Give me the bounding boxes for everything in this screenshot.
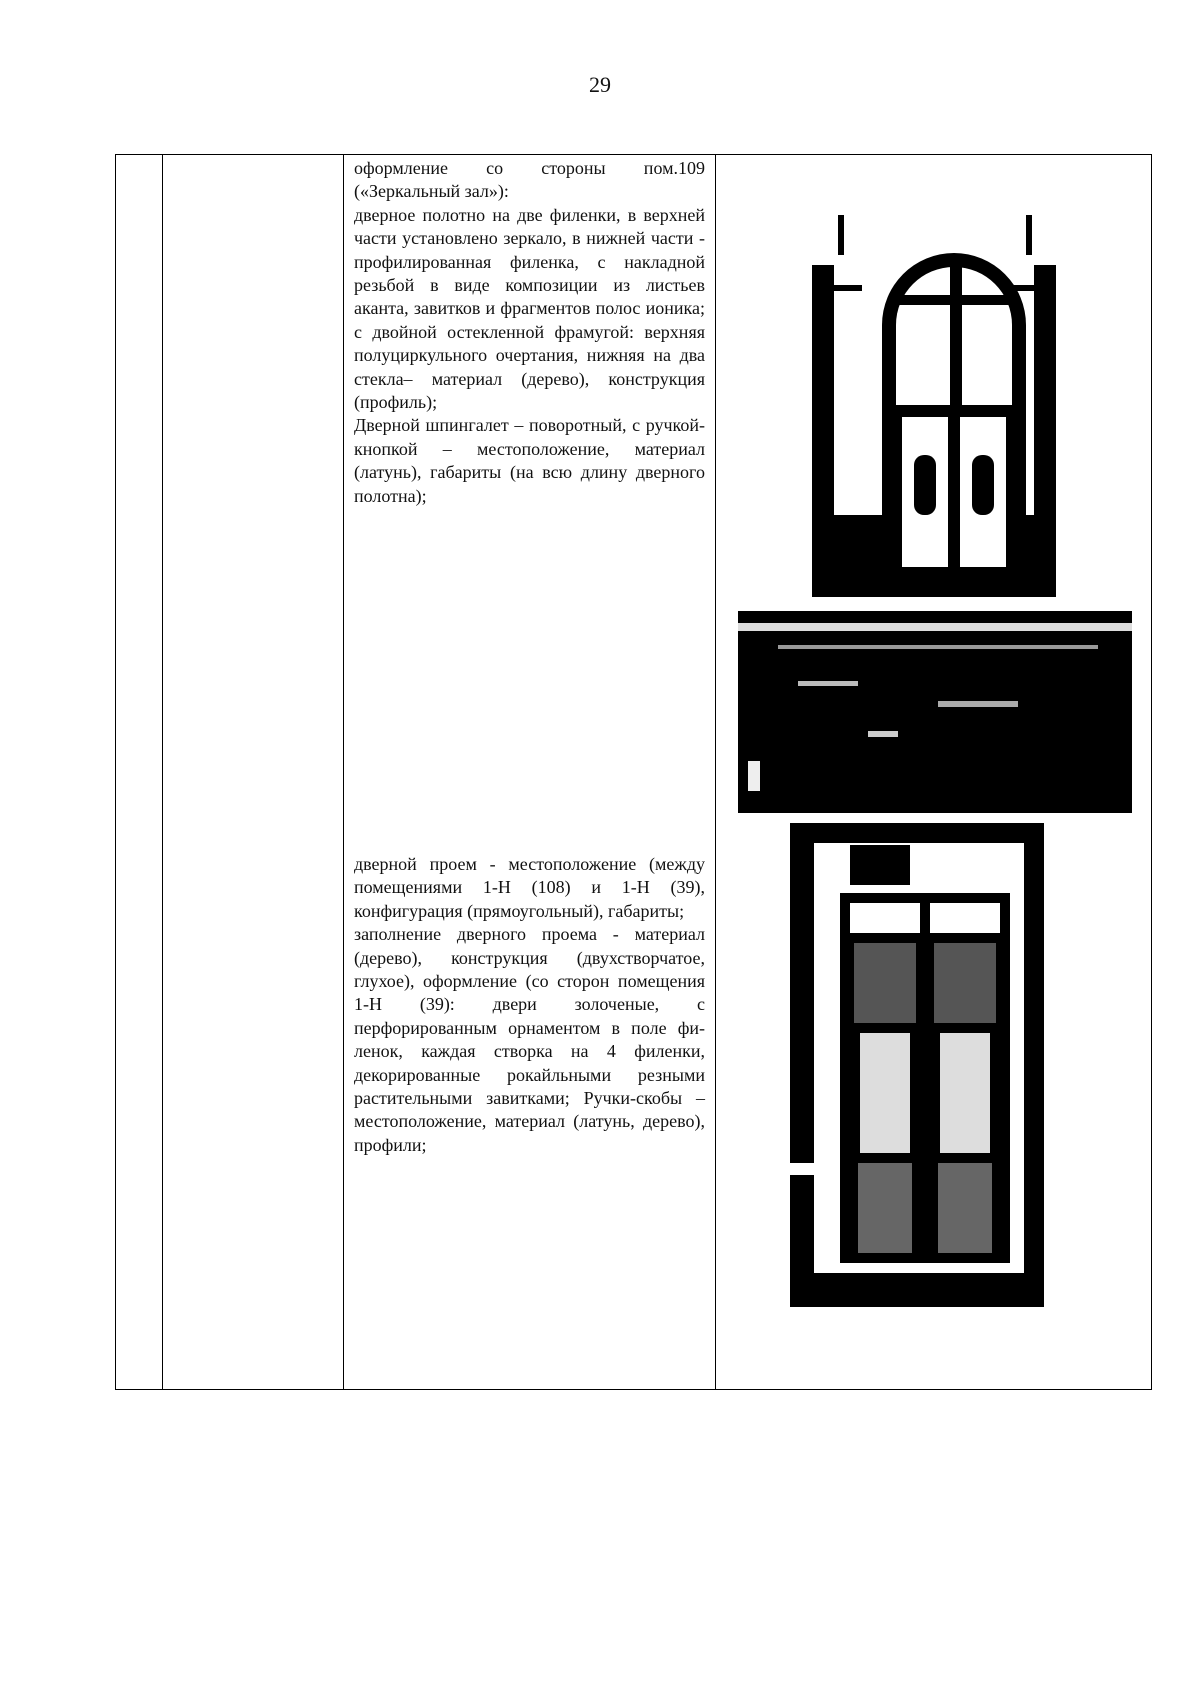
- description-block-2: [344, 851, 715, 1157]
- table-row: [116, 155, 1152, 1390]
- number-cell: [116, 155, 163, 1390]
- description-paragraph: оформление со стороны пом.109 («Зеркальный зал»):: [354, 158, 705, 202]
- element-name-cell: [163, 155, 344, 1390]
- interior-photo-dark: [738, 611, 1132, 813]
- page-number: 29: [589, 72, 611, 97]
- photo-cell: [716, 155, 1152, 1390]
- door-photo-arched: [812, 185, 1056, 597]
- description-paragraph: дверной проем - местоположение (между помещениями 1-Н (108) и 1-Н (39), конфигурация (прямоугольный), габариты;: [354, 854, 705, 921]
- description-cell: [344, 155, 716, 1390]
- description-paragraph: заполнение дверного проема - материал (дерево), конструкция (двухстворчатое, глухое), оформление (со сторон помещения 1-Н (39): двери золоченые, с перфорированным орнаментом в поле фи-ленок, каждая створка на 4 филенки, декорированные рокайльными резными растительными завитками; Ручки-скобы – местоположение, материал (латунь, дерево), профили;: [354, 924, 705, 1155]
- description-paragraph: Дверной шпингалет – поворотный, с ручкой-кнопкой – местоположение, материал (латунь), габариты (на всю длину дверного полотна);: [354, 415, 705, 506]
- monument-description-table: [115, 154, 1152, 1390]
- description-block-1: [344, 155, 715, 508]
- description-paragraph: дверное полотно на две филенки, в верхней части установлено зеркало, в нижней части - профилированная филенка, с накладной резьбой в виде композиции из листьев аканта, завитков и фрагментов полос ионика; с двойной остекленной фрамугой: верхняя полуциркульного очертания, нижняя на два стекла– материал (дерево), конструкция (профиль);: [354, 204, 705, 413]
- door-photo-gilded: [790, 823, 1044, 1307]
